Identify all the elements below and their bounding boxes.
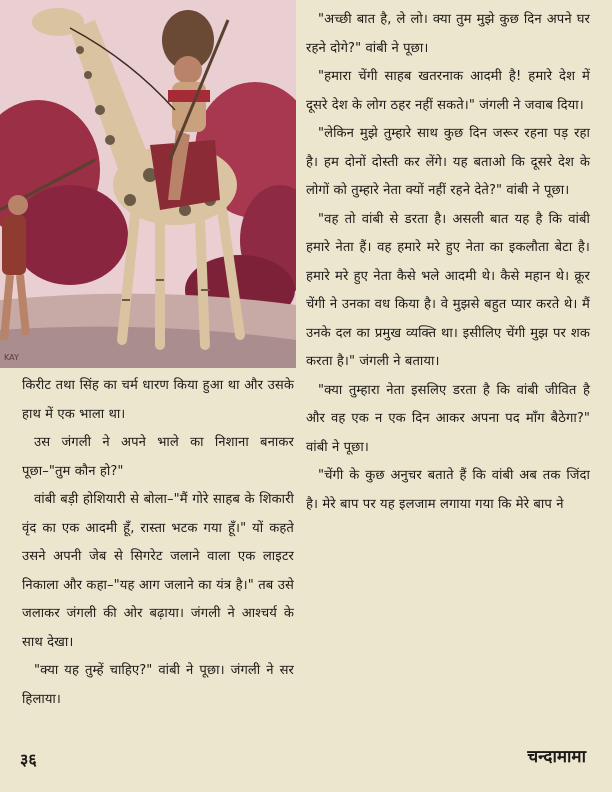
paragraph: वांबी बड़ी होशियारी से बोला–"मैं गोरे साहब के शिकारी वृंद का एक आदमी हूँ, रास्ता भटक गया हूँ।" यों कहते उसने अपनी जेब से सिगरेट जलाने वाला एक लाइटर निकाला और कहा–"यह आग जलाने का यंत्र है।" तब उसे जलाकर जंगली की ओर बढ़ाया। जंगली ने आश्चर्य के साथ देखा। — [22, 492, 294, 650]
paragraph: "क्या यह तुम्हें चाहिए?" वांबी ने पूछा। जंगली ने सर हिलाया। — [22, 663, 294, 707]
paragraph: "क्या तुम्हारा नेता इसलिए डरता है कि वांबी जीवित है और वह एक न एक दिन आकर अपना पद माँग बैठेगा?" वांबी ने पूछा। — [306, 382, 590, 455]
giraffe-rider-illustration — [0, 0, 296, 368]
paragraph: "हमारा चेंगी साहब खतरनाक आदमी है! हमारे देश में दूसरे देश के लोग ठहर नहीं सकते।" जंगली ने जवाब दिया। — [306, 69, 590, 113]
paragraph: उस जंगली ने अपने भाले का निशाना बनाकर पूछा–"तुम कौन हो?" — [22, 435, 294, 479]
paragraph: "वह तो वांबी से डरता है। असली बात यह है कि वांबी हमारे नेता हैं। वह हमारे मरे हुए नेता का इकलौता बेटा है। हमारे मरे हुए नेता कैसे भले आदमी थे। कैसे महान थे। क्रूर चेंगी ने उनका वध किया है। वे मुझसे बहुत प्यार करते थे। मैं उनके दल का प्रमुख व्यक्ति था। इसीलिए चेंगी मुझ पर शक करता है।" जंगली ने बताया। — [306, 211, 590, 369]
paragraph: "अच्छी बात है, ले लो। क्या तुम मुझे कुछ दिन अपने घर रहने दोगे?" वांबी ने पूछा। — [306, 12, 590, 56]
left-column — [22, 372, 294, 714]
svg-text:KAY: KAY — [4, 353, 19, 362]
illustration — [0, 0, 296, 368]
paragraph: किरीट तथा सिंह का चर्म धारण किया हुआ था और उसके हाथ में एक भाला था। — [22, 378, 294, 422]
page-number: ३६ — [20, 750, 37, 769]
paragraph: "लेकिन मुझे तुम्हारे साथ कुछ दिन जरूर रहना पड़ रहा है। हम दोनों दोस्ती कर लेंगे। यह बताओ कि दूसरे देश के लोगों को तुम्हारे नेता क्यों नहीं रहने देते?" वांबी ने पूछा। — [306, 126, 590, 198]
right-column — [306, 6, 590, 519]
paragraph: "चेंगी के कुछ अनुचर बताते हैं कि वांबी अब तक जिंदा है। मेरे बाप पर यह इलजाम लगाया गया कि मेरे बाप ने — [306, 468, 590, 512]
magazine-name: चन्दामामा — [527, 747, 586, 767]
